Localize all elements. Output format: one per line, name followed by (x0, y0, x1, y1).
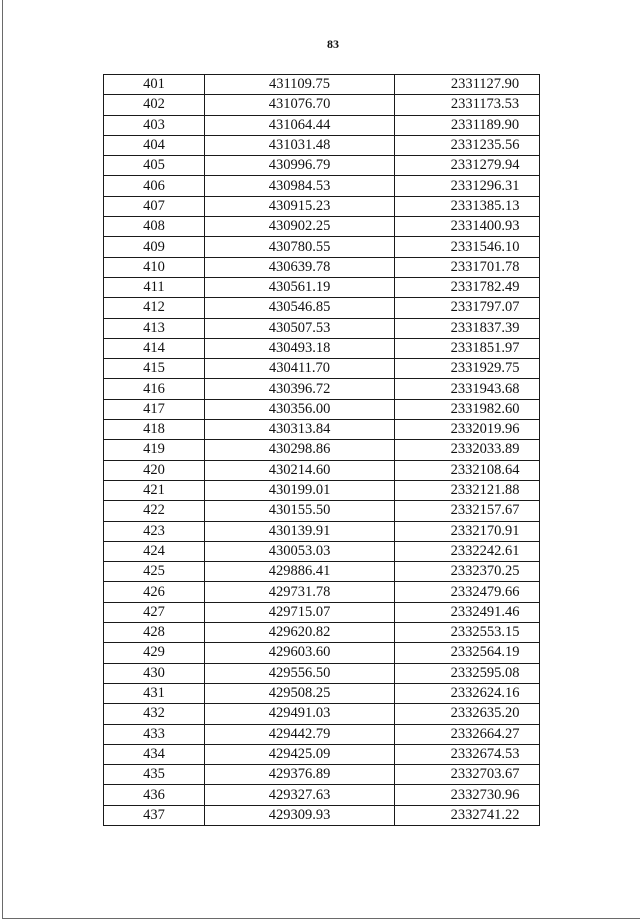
point-number-cell: 426 (104, 582, 205, 602)
table-row (104, 257, 540, 277)
point-number-cell: 418 (104, 420, 205, 440)
point-number-cell: 434 (104, 744, 205, 764)
page-number: 83 (327, 37, 339, 51)
x-coordinate-cell: 430915.23 (205, 196, 395, 216)
y-coordinate-cell: 2331797.07 (395, 298, 540, 318)
y-coordinate-cell: 2331296.31 (395, 176, 540, 196)
x-coordinate-cell: 429508.25 (205, 683, 395, 703)
y-coordinate-cell: 2332564.19 (395, 643, 540, 663)
y-coordinate-cell: 2332491.46 (395, 602, 540, 622)
y-coordinate-cell: 2331837.39 (395, 318, 540, 338)
point-number-cell: 411 (104, 277, 205, 297)
point-number-cell: 412 (104, 298, 205, 318)
point-number-cell: 413 (104, 318, 205, 338)
point-number-cell: 423 (104, 521, 205, 541)
point-number-cell: 402 (104, 95, 205, 115)
y-coordinate-cell: 2331701.78 (395, 257, 540, 277)
x-coordinate-cell: 430199.01 (205, 480, 395, 500)
table-row (104, 765, 540, 785)
x-coordinate-cell: 430561.19 (205, 277, 395, 297)
x-coordinate-cell: 429731.78 (205, 582, 395, 602)
y-coordinate-cell: 2331546.10 (395, 237, 540, 257)
table-row (104, 115, 540, 135)
x-coordinate-cell: 430984.53 (205, 176, 395, 196)
point-number-cell: 428 (104, 623, 205, 643)
y-coordinate-cell: 2332108.64 (395, 460, 540, 480)
table-row (104, 643, 540, 663)
table-row (104, 582, 540, 602)
x-coordinate-cell: 430053.03 (205, 541, 395, 561)
x-coordinate-cell: 429556.50 (205, 663, 395, 683)
x-coordinate-cell: 430546.85 (205, 298, 395, 318)
point-number-cell: 405 (104, 156, 205, 176)
x-coordinate-cell: 430507.53 (205, 318, 395, 338)
point-number-cell: 417 (104, 399, 205, 419)
x-coordinate-cell: 430902.25 (205, 217, 395, 237)
table-row (104, 562, 540, 582)
x-coordinate-cell: 429715.07 (205, 602, 395, 622)
x-coordinate-cell: 431109.75 (205, 75, 395, 95)
point-number-cell: 425 (104, 562, 205, 582)
y-coordinate-cell: 2332479.66 (395, 582, 540, 602)
y-coordinate-cell: 2332157.67 (395, 501, 540, 521)
table-row (104, 379, 540, 399)
table-row (104, 217, 540, 237)
y-coordinate-cell: 2331943.68 (395, 379, 540, 399)
x-coordinate-cell: 430139.91 (205, 521, 395, 541)
x-coordinate-cell: 429603.60 (205, 643, 395, 663)
point-number-cell: 406 (104, 176, 205, 196)
table-row (104, 420, 540, 440)
table-row (104, 501, 540, 521)
y-coordinate-cell: 2332664.27 (395, 724, 540, 744)
point-number-cell: 422 (104, 501, 205, 521)
point-number-cell: 414 (104, 338, 205, 358)
x-coordinate-cell: 429376.89 (205, 765, 395, 785)
table-row (104, 298, 540, 318)
point-number-cell: 419 (104, 440, 205, 460)
x-coordinate-cell: 429620.82 (205, 623, 395, 643)
x-coordinate-cell: 431076.70 (205, 95, 395, 115)
x-coordinate-cell: 430396.72 (205, 379, 395, 399)
y-coordinate-cell: 2332370.25 (395, 562, 540, 582)
point-number-cell: 433 (104, 724, 205, 744)
table-row (104, 196, 540, 216)
x-coordinate-cell: 430155.50 (205, 501, 395, 521)
table-row (104, 399, 540, 419)
y-coordinate-cell: 2332033.89 (395, 440, 540, 460)
y-coordinate-cell: 2332595.08 (395, 663, 540, 683)
point-number-cell: 435 (104, 765, 205, 785)
y-coordinate-cell: 2331385.13 (395, 196, 540, 216)
point-number-cell: 416 (104, 379, 205, 399)
point-number-cell: 431 (104, 683, 205, 703)
point-number-cell: 409 (104, 237, 205, 257)
table-row (104, 156, 540, 176)
x-coordinate-cell: 429425.09 (205, 744, 395, 764)
x-coordinate-cell: 429327.63 (205, 785, 395, 805)
point-number-cell: 403 (104, 115, 205, 135)
x-coordinate-cell: 430639.78 (205, 257, 395, 277)
y-coordinate-cell: 2331127.90 (395, 75, 540, 95)
y-coordinate-cell: 2332121.88 (395, 480, 540, 500)
table-row (104, 785, 540, 805)
table-row (104, 440, 540, 460)
table-row (104, 602, 540, 622)
scan-edge-bottom (2, 918, 640, 919)
point-number-cell: 424 (104, 541, 205, 561)
y-coordinate-cell: 2331173.53 (395, 95, 540, 115)
table-row (104, 663, 540, 683)
y-coordinate-cell: 2331982.60 (395, 399, 540, 419)
x-coordinate-cell: 430214.60 (205, 460, 395, 480)
y-coordinate-cell: 2331782.49 (395, 277, 540, 297)
table-row (104, 805, 540, 825)
y-coordinate-cell: 2332674.53 (395, 744, 540, 764)
table-row (104, 623, 540, 643)
point-number-cell: 430 (104, 663, 205, 683)
table-row (104, 176, 540, 196)
x-coordinate-cell: 429491.03 (205, 704, 395, 724)
y-coordinate-cell: 2331235.56 (395, 135, 540, 155)
point-number-cell: 437 (104, 805, 205, 825)
table-row (104, 460, 540, 480)
table-row (104, 338, 540, 358)
point-number-cell: 415 (104, 359, 205, 379)
point-number-cell: 427 (104, 602, 205, 622)
y-coordinate-cell: 2331279.94 (395, 156, 540, 176)
x-coordinate-cell: 430356.00 (205, 399, 395, 419)
x-coordinate-cell: 430780.55 (205, 237, 395, 257)
table-row (104, 277, 540, 297)
y-coordinate-cell: 2331929.75 (395, 359, 540, 379)
table-row (104, 480, 540, 500)
y-coordinate-cell: 2332242.61 (395, 541, 540, 561)
table-row (104, 359, 540, 379)
y-coordinate-cell: 2332703.67 (395, 765, 540, 785)
x-coordinate-cell: 430493.18 (205, 338, 395, 358)
point-number-cell: 408 (104, 217, 205, 237)
x-coordinate-cell: 430298.86 (205, 440, 395, 460)
table-row (104, 318, 540, 338)
table-row (104, 521, 540, 541)
table-row (104, 95, 540, 115)
y-coordinate-cell: 2332730.96 (395, 785, 540, 805)
y-coordinate-cell: 2331851.97 (395, 338, 540, 358)
table-row (104, 135, 540, 155)
y-coordinate-cell: 2332019.96 (395, 420, 540, 440)
y-coordinate-cell: 2331400.93 (395, 217, 540, 237)
point-number-cell: 432 (104, 704, 205, 724)
point-number-cell: 420 (104, 460, 205, 480)
x-coordinate-cell: 430996.79 (205, 156, 395, 176)
y-coordinate-cell: 2332635.20 (395, 704, 540, 724)
table-row (104, 744, 540, 764)
x-coordinate-cell: 430411.70 (205, 359, 395, 379)
coordinate-table-body (104, 75, 540, 826)
point-number-cell: 429 (104, 643, 205, 663)
scan-edge-left (2, 0, 3, 919)
x-coordinate-cell: 431031.48 (205, 135, 395, 155)
table-row (104, 75, 540, 95)
point-number-cell: 410 (104, 257, 205, 277)
point-number-cell: 404 (104, 135, 205, 155)
y-coordinate-cell: 2332741.22 (395, 805, 540, 825)
point-number-cell: 407 (104, 196, 205, 216)
x-coordinate-cell: 430313.84 (205, 420, 395, 440)
y-coordinate-cell: 2332170.91 (395, 521, 540, 541)
table-row (104, 237, 540, 257)
point-number-cell: 421 (104, 480, 205, 500)
point-number-cell: 436 (104, 785, 205, 805)
y-coordinate-cell: 2332624.16 (395, 683, 540, 703)
point-number-cell: 401 (104, 75, 205, 95)
x-coordinate-cell: 431064.44 (205, 115, 395, 135)
table-row (104, 541, 540, 561)
x-coordinate-cell: 429886.41 (205, 562, 395, 582)
table-row (104, 704, 540, 724)
coordinate-table (103, 74, 540, 826)
x-coordinate-cell: 429442.79 (205, 724, 395, 744)
y-coordinate-cell: 2331189.90 (395, 115, 540, 135)
y-coordinate-cell: 2332553.15 (395, 623, 540, 643)
x-coordinate-cell: 429309.93 (205, 805, 395, 825)
table-row (104, 724, 540, 744)
table-row (104, 683, 540, 703)
